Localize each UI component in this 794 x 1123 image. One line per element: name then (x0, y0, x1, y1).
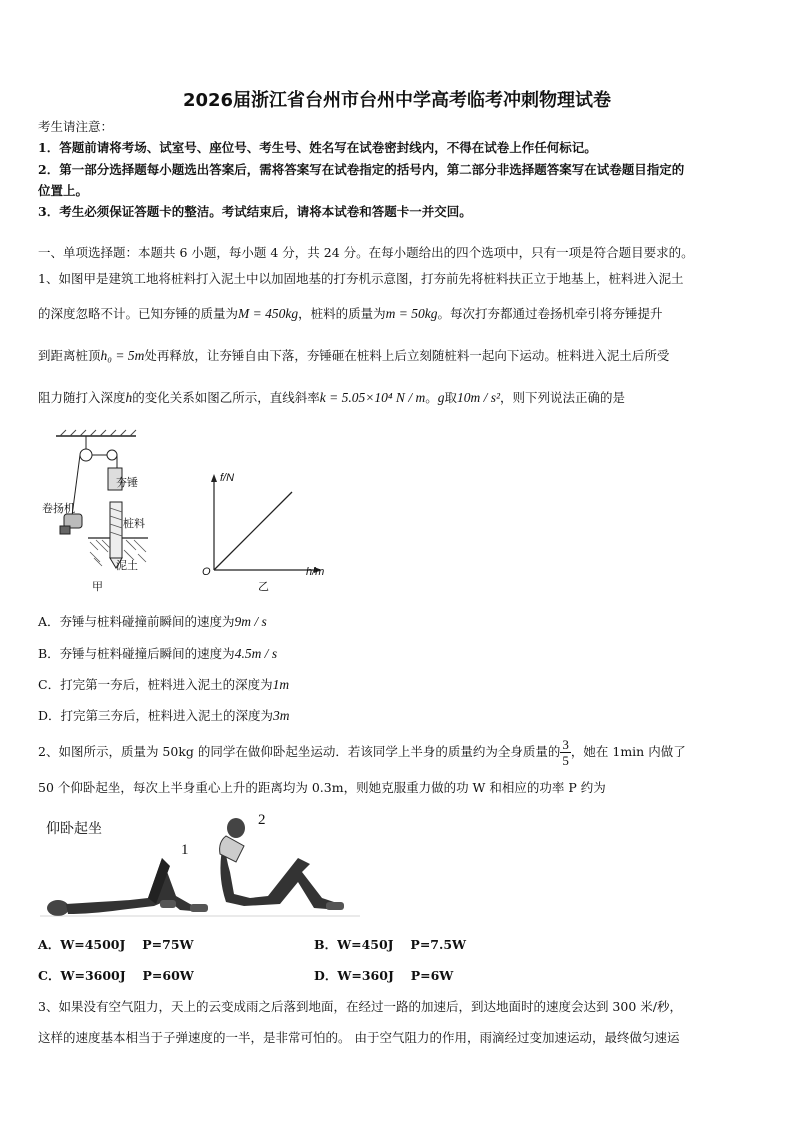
q3-line-2: 这样的速度基本相当于子弹速度的一半，是非常可怕的。 由于空气阻力的作用，雨滴经过变加速运动，最终做匀速运 (38, 1030, 680, 1045)
figure-situp-illustration (40, 812, 370, 924)
q3-line-1: 3、如果没有空气阻力，天上的云变成雨之后落到地面，在经过一路的加速后，到达地面时的速度会达到 300 米/秒， (38, 999, 682, 1014)
gravity-value: 10m / s² (456, 390, 501, 405)
q2-line-1: 2、如图所示，质量为 50kg 的同学在做仰卧起坐运动．若该同学上半身的质量约为全身质量的 $\frac{3}{5}$ ，她在 1min 内做了 (38, 737, 686, 768)
graph-ylabel: f/N (220, 472, 235, 484)
notice-heading: 考生请注意： (38, 119, 114, 134)
slope-k: k = 5.05×10⁴ N / m (319, 390, 426, 405)
graph-origin: O (202, 566, 211, 578)
mass-hammer: M = 450kg (238, 306, 299, 321)
q1-line-2: 的深度忽略不计。已知夯锤的质量为M = 450kg，桩料的质量为m = 50kg。每次打夯都通过卷扬机牵引将夯锤提升 (38, 306, 663, 321)
exam-title: 2026届浙江省台州市台州中学高考临考冲刺物理试卷 (182, 90, 612, 111)
q1-option-d: D．打完第三夯后，桩料进入泥土的深度为3m (38, 708, 290, 723)
label-winch: 卷扬机 (42, 503, 75, 515)
mass-pile: m = 50kg (385, 306, 438, 321)
q1-option-a: A．夯锤与桩料碰撞前瞬间的速度为9m / s (38, 614, 267, 629)
graph-xlabel: h/m (306, 566, 325, 578)
figure-yi-force-depth-graph (196, 470, 346, 580)
notice-item-2-cont: 位置上。 (38, 183, 89, 198)
label-pile: 桩料 (123, 518, 145, 530)
situp-label-2: 2 (258, 812, 266, 828)
q2-option-a: A．W=4500J P=75W (38, 937, 194, 952)
caption-yi: 乙 (258, 581, 269, 593)
q1-line-3: 到距离桩顶h₀ = 5m处再释放，让夯锤自由下落，夯锤砸在桩料上后立刻随桩料一起向下运动。桩料进入泥土后所受 (38, 348, 670, 363)
q1-line-4: 阻力随打入深度h的变化关系如图乙所示，直线斜率k = 5.05×10⁴ N / m。g取10m / s²，则下列说法正确的是 (38, 390, 626, 405)
notice-item-3: 3．考生必须保证答题卡的整洁。考试结束后，请将本试卷和答题卡一并交回。 (38, 204, 472, 219)
q1-option-b: B．夯锤与桩料碰撞后瞬间的速度为4.5m / s (38, 646, 278, 661)
drop-height: h₀ = 5m (100, 348, 145, 363)
mass-fraction: $\frac{3}{5}$ (562, 737, 569, 768)
caption-jia: 甲 (92, 581, 103, 593)
situp-label-1: 1 (181, 842, 189, 858)
label-soil: 泥土 (116, 560, 138, 572)
q2-option-b: B．W=450J P=7.5W (314, 937, 467, 952)
q2-option-d: D．W=360J P=6W (314, 968, 454, 983)
section-heading: 一、单项选择题：本题共 6 小题，每小题 4 分，共 24 分。在每小题给出的四个选项中，只有一项是符合题目要求的。 (38, 245, 694, 260)
q1-line-1: 1、如图甲是建筑工地将桩料打入泥土中以加固地基的打夯机示意图，打夯前先将桩料扶正立于地基上，桩料进入泥土 (38, 271, 684, 286)
q1-option-c: C．打完第一夯后，桩料进入泥土的深度为1m (38, 677, 290, 692)
notice-item-2: 2．第一部分选择题每小题选出答案后，需将答案写在试卷指定的括号内，第二部分非选择题答案写在试卷题目指定的 (38, 162, 685, 177)
figure-situp-title: 仰卧起坐 (46, 821, 102, 837)
label-hammer: 夯锤 (116, 477, 138, 489)
q2-option-c: C．W=3600J P=60W (38, 968, 194, 983)
notice-item-1: 1．答题前请将考场、试室号、座位号、考生号、姓名写在试卷密封线内，不得在试卷上作任何标记。 (38, 140, 597, 155)
q2-line-2: 50 个仰卧起坐，每次上半身重心上升的距离均为 0.3m，则她克服重力做的功 W 和相应的功率 P 约为 (38, 780, 606, 795)
